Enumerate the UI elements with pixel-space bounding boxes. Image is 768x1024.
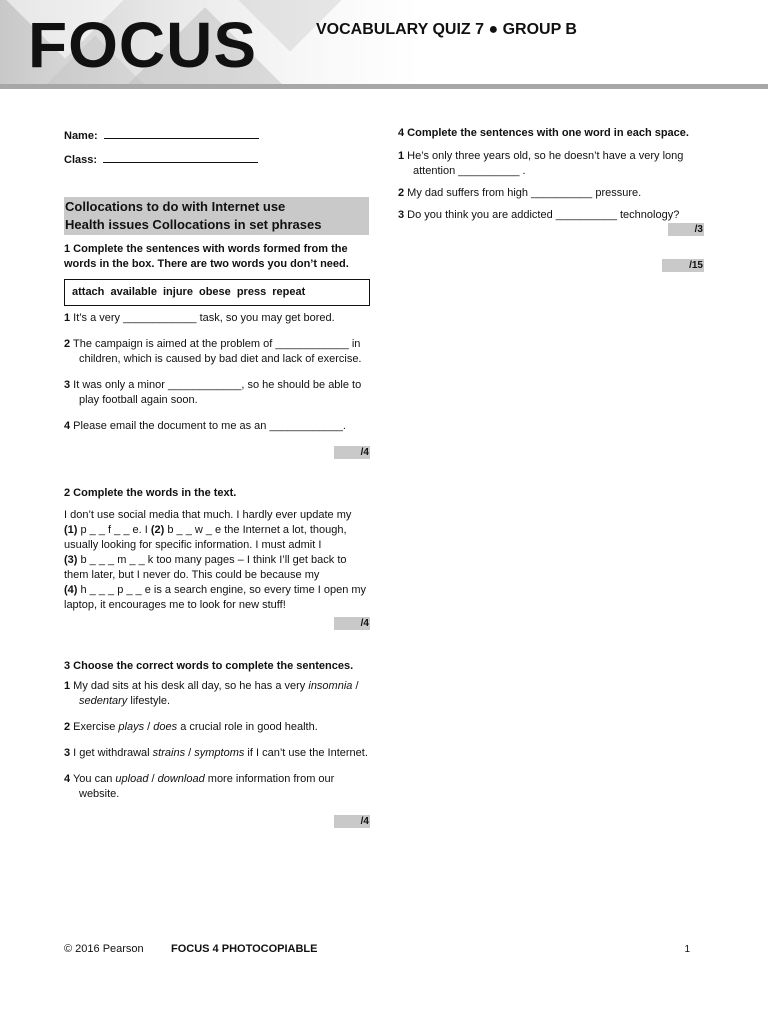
total-score-row <box>398 259 704 272</box>
ex3-score-box: /4 <box>334 815 370 828</box>
gap-text: b _ _ w _ e the Internet a lot, though, usually looking for specific information. I must admit I <box>64 524 347 551</box>
item-text: He’s only three years old, so he doesn’t have a very long attention __________ . <box>404 150 684 177</box>
name-line[interactable] <box>104 127 259 139</box>
gap-text: p _ _ f _ _ e. I <box>77 524 151 536</box>
item-text: Please email the document to me as an ____________. <box>70 420 346 432</box>
item-number: 1 <box>64 312 71 324</box>
footer-brand: FOCUS 4 PHOTOCOPIABLE <box>171 943 318 955</box>
ex3-item-4 <box>64 772 370 802</box>
gap-number: (3) <box>64 554 78 566</box>
gap-number: (2) <box>150 524 165 536</box>
page-number: 1 <box>684 944 690 955</box>
option-1[interactable]: plays <box>118 721 145 733</box>
total-score-box: /15 <box>662 259 704 272</box>
ex1-item-1 <box>64 311 370 326</box>
name-label: Name: <box>64 130 98 142</box>
item-text: The campaign is aimed at the problem of ____________ in children, which is caused by bad diet and lack of exercise. <box>70 338 362 365</box>
option-2[interactable]: download <box>157 773 205 785</box>
topic-line-2: Health issues Collocations in set phrases <box>65 217 322 232</box>
focus-logo: FOCUS <box>28 9 257 81</box>
item-text: a crucial role in good health. <box>177 721 318 733</box>
class-line[interactable] <box>103 151 258 163</box>
option-2[interactable]: sedentary <box>79 695 128 707</box>
ex1-word-box: attach available injure obese press repeat <box>64 279 370 306</box>
option-1[interactable]: insomnia <box>308 680 353 692</box>
option-2[interactable]: symptoms <box>194 747 245 759</box>
option-1[interactable]: upload <box>115 773 149 785</box>
ex1-item-4 <box>64 419 370 434</box>
item-text: You can <box>70 773 116 785</box>
gap-text: b _ _ _ m _ _ k too many pages – I think I’ll get back to them later, but I never do. This could be because my <box>64 554 347 581</box>
topics-box <box>64 197 369 235</box>
ex2-text <box>64 508 370 613</box>
left-column <box>64 127 370 828</box>
ex1-item-3 <box>64 378 370 408</box>
item-number: 3 <box>64 379 71 391</box>
option-1[interactable]: strains <box>152 747 186 759</box>
item-text: if I can’t use the Internet. <box>244 747 368 759</box>
item-text: Do you think you are addicted __________ technology? <box>404 209 680 221</box>
ex4-item-1 <box>398 149 704 179</box>
item-text: My dad sits at his desk all day, so he has a very <box>70 680 309 692</box>
item-text: I get withdrawal <box>70 747 153 759</box>
ex2-score-box: /4 <box>334 617 370 630</box>
quiz-title: VOCABULARY QUIZ 7 ● GROUP B <box>316 21 577 38</box>
class-field[interactable] <box>64 151 370 168</box>
gap-number: (4) <box>64 584 78 596</box>
option-separator: / <box>144 721 154 733</box>
item-number: 3 <box>64 747 71 759</box>
item-text: It was only a minor ____________, so he should be able to play football again soon. <box>70 379 362 406</box>
item-number: 3 <box>398 209 405 221</box>
item-text: lifestyle. <box>127 695 171 707</box>
ex3-item-2 <box>64 720 370 735</box>
ex3-instruction: 3 Choose the correct words to complete the sentences. <box>64 660 354 672</box>
item-text: more information from our website. <box>79 773 335 800</box>
option-separator: / <box>185 747 195 759</box>
item-number: 2 <box>64 721 71 733</box>
item-number: 4 <box>64 420 71 432</box>
item-number: 1 <box>64 680 71 692</box>
ex4-item-2 <box>398 186 704 201</box>
gap-text: h _ _ _ p _ _ e is a search engine, so every time I open my laptop, it encourages me to look for new stuff! <box>64 584 367 611</box>
ex1-score-box: /4 <box>334 446 370 459</box>
ex1-score-row <box>64 446 370 459</box>
copyright: © 2016 Pearson <box>64 943 144 955</box>
ex4-instruction: 4 Complete the sentences with one word in each space. <box>398 127 689 139</box>
item-number: 2 <box>64 338 71 350</box>
ex2-intro: I don’t use social media that much. I hardly ever update my <box>64 509 352 521</box>
name-field[interactable] <box>64 127 370 144</box>
item-text: Exercise <box>70 721 119 733</box>
header-rule <box>0 84 768 89</box>
option-2[interactable]: does <box>153 721 178 733</box>
item-text: My dad suffers from high __________ pressure. <box>404 187 642 199</box>
ex3-item-3 <box>64 746 370 761</box>
item-number: 1 <box>398 150 405 162</box>
ex1-item-2 <box>64 337 370 367</box>
item-text: It’s a very ____________ task, so you may get bored. <box>70 312 335 324</box>
option-separator: / <box>148 773 158 785</box>
option-separator: / <box>352 680 359 692</box>
item-number: 2 <box>398 187 405 199</box>
class-label: Class: <box>64 154 98 166</box>
header-banner <box>0 0 768 88</box>
ex3-score-row <box>64 815 370 828</box>
item-number: 4 <box>64 773 71 785</box>
gap-number: (1) <box>64 524 78 536</box>
ex3-item-1 <box>64 679 370 709</box>
ex2-score-row <box>64 617 370 630</box>
ex4-item-3 <box>398 208 704 223</box>
right-column <box>398 126 704 272</box>
ex1-instruction: 1 Complete the sentences with words formed from the words in the box. There are two words you don’t need. <box>64 243 349 270</box>
ex2-instruction: 2 Complete the words in the text. <box>64 487 237 499</box>
topic-line-1: Collocations to do with Internet use <box>65 199 286 214</box>
ex4-score-row <box>398 223 704 236</box>
ex4-score-box: /3 <box>668 223 704 236</box>
